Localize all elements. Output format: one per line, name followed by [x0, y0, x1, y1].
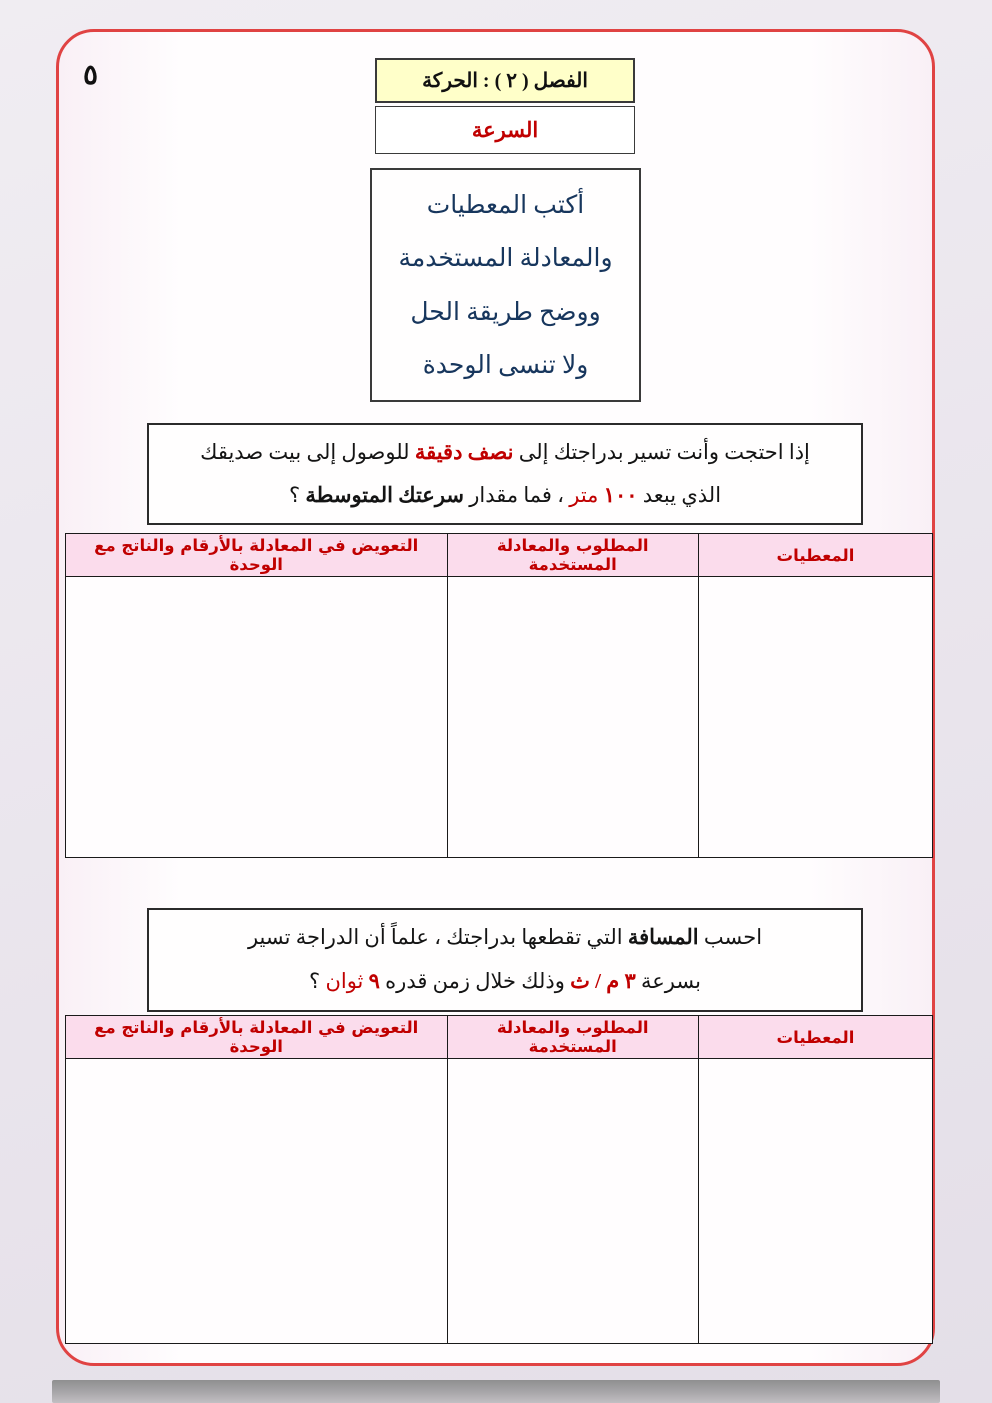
answer-table-2: [65, 1015, 933, 1344]
question-text: للوصول إلى بيت صديقك: [200, 439, 415, 464]
column-header-required: المطلوب والمعادلة المستخدمة: [447, 534, 698, 577]
question-text: ، فما مقدار: [464, 482, 570, 507]
lesson-subtitle-box: [375, 106, 635, 154]
question-highlight: ٣ م / ث: [570, 969, 636, 994]
answer-table-1: [65, 533, 933, 858]
question-text: احسب: [698, 925, 763, 950]
question-text: وذلك خلال زمن قدره: [379, 969, 571, 994]
question-1-box: [147, 423, 863, 525]
table-body-row: [66, 577, 933, 858]
question-highlight: ثوان: [325, 969, 369, 994]
question-text: بسرعة: [635, 969, 701, 994]
column-header-substitution: التعويض في المعادلة بالأرقام والناتج مع الوحدة: [66, 534, 448, 577]
instruction-line: والمعادلة المستخدمة: [398, 245, 613, 273]
lesson-subtitle: السرعة: [471, 117, 539, 142]
page-number: ٥: [83, 60, 99, 91]
scan-edge-strip: [52, 1380, 940, 1403]
chapter-title: الفصل ( ٢ ) : الحركة: [422, 70, 588, 92]
column-header-data: المعطيات: [698, 1016, 932, 1059]
question-text: ؟: [309, 969, 326, 994]
answer-cell-data: [698, 577, 932, 858]
question-text: التي تقطعها بدراجتك ، علماً أن الدراجة تسير: [247, 925, 628, 950]
instruction-line: ولا تنسى الوحدة: [422, 352, 589, 380]
question-highlight: متر: [569, 482, 604, 507]
column-header-data: المعطيات: [698, 534, 932, 577]
instructions-box: [370, 168, 641, 402]
column-header-required: المطلوب والمعادلة المستخدمة: [447, 1016, 698, 1059]
question-highlight: نصف دقيقة: [414, 439, 514, 464]
question-text: الذي يبعد: [637, 482, 722, 507]
answer-cell-substitution: [66, 577, 448, 858]
question-2-line-1: [248, 922, 762, 954]
question-1-line-2: [289, 480, 721, 512]
chapter-title-box: [375, 58, 635, 103]
table-header-row: [66, 1016, 933, 1059]
question-emphasis: سرعتك المتوسطة: [305, 482, 464, 507]
answer-cell-required: [447, 577, 698, 858]
question-text: ؟: [288, 482, 306, 507]
column-header-substitution: التعويض في المعادلة بالأرقام والناتج مع الوحدة: [66, 1016, 448, 1059]
question-highlight: ١٠٠: [603, 482, 638, 507]
question-2-box: [147, 908, 863, 1012]
answer-cell-data: [698, 1059, 932, 1344]
table-header-row: [66, 534, 933, 577]
question-text: إذا احتجت وأنت تسير بدراجتك إلى: [513, 439, 810, 464]
answer-cell-required: [447, 1059, 698, 1344]
question-highlight: ٩: [368, 969, 380, 994]
worksheet-page: [56, 29, 935, 1366]
instruction-line: ووضح طريقة الحل: [410, 298, 601, 326]
question-emphasis: المسافة: [627, 925, 699, 950]
table-body-row: [66, 1059, 933, 1344]
instruction-line: أكتب المعطيات: [426, 191, 585, 219]
question-1-line-1: [200, 437, 810, 469]
answer-cell-substitution: [66, 1059, 448, 1344]
question-2-line-2: [309, 966, 701, 998]
